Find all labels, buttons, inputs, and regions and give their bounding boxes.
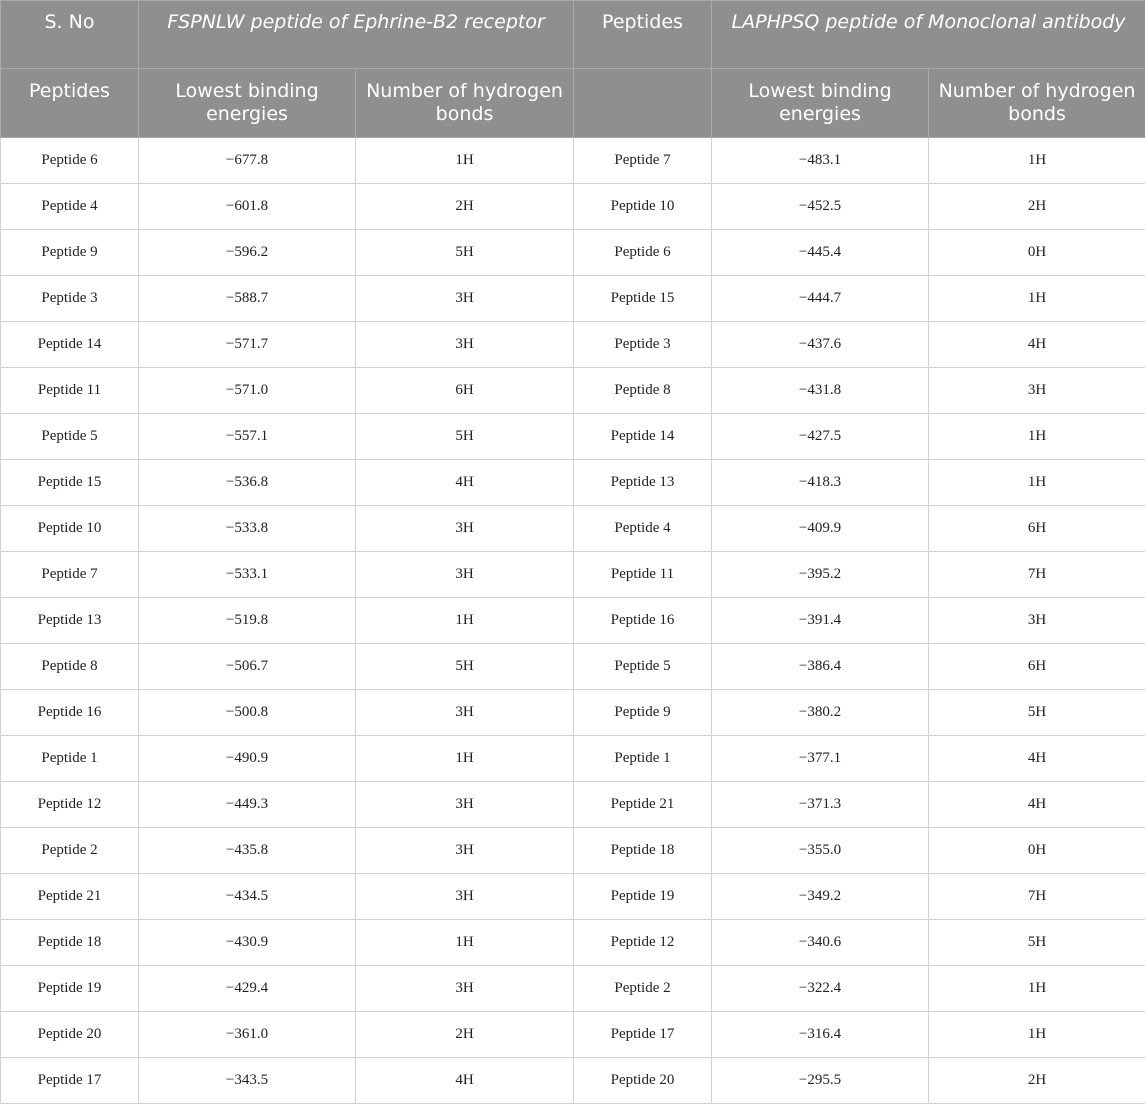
cell-peptide-right: Peptide 4 [574, 506, 712, 552]
cell-energy-left: −519.8 [139, 598, 356, 644]
cell-hbonds-right: 7H [929, 874, 1145, 920]
cell-energy-left: −434.5 [139, 874, 356, 920]
cell-hbonds-right: 5H [929, 690, 1145, 736]
cell-hbonds-left: 5H [356, 644, 574, 690]
cell-hbonds-left: 3H [356, 552, 574, 598]
table-row [1, 1012, 1145, 1058]
cell-energy-left: −343.5 [139, 1058, 356, 1104]
cell-energy-left: −490.9 [139, 736, 356, 782]
cell-peptide-left: Peptide 21 [1, 874, 139, 920]
cell-peptide-right: Peptide 7 [574, 138, 712, 184]
cell-hbonds-left: 2H [356, 184, 574, 230]
cell-hbonds-right: 1H [929, 966, 1145, 1012]
cell-energy-left: −571.0 [139, 368, 356, 414]
header-sub-energy-2: Lowest binding energies [712, 69, 929, 138]
cell-energy-left: −677.8 [139, 138, 356, 184]
cell-hbonds-right: 4H [929, 782, 1145, 828]
cell-energy-left: −429.4 [139, 966, 356, 1012]
header-sub-hbonds-2: Number of hydrogen bonds [929, 69, 1145, 138]
table-header [1, 1, 1145, 138]
cell-peptide-right: Peptide 21 [574, 782, 712, 828]
cell-peptide-right: Peptide 17 [574, 1012, 712, 1058]
header-sub-energy-1: Lowest binding energies [139, 69, 356, 138]
cell-peptide-left: Peptide 6 [1, 138, 139, 184]
cell-energy-left: −596.2 [139, 230, 356, 276]
cell-energy-left: −506.7 [139, 644, 356, 690]
cell-peptide-right: Peptide 5 [574, 644, 712, 690]
cell-peptide-left: Peptide 18 [1, 920, 139, 966]
cell-peptide-right: Peptide 6 [574, 230, 712, 276]
cell-energy-right: −349.2 [712, 874, 929, 920]
cell-peptide-left: Peptide 14 [1, 322, 139, 368]
cell-energy-right: −444.7 [712, 276, 929, 322]
cell-peptide-right: Peptide 18 [574, 828, 712, 874]
cell-hbonds-right: 2H [929, 184, 1145, 230]
cell-peptide-left: Peptide 16 [1, 690, 139, 736]
cell-energy-right: −431.8 [712, 368, 929, 414]
cell-energy-right: −355.0 [712, 828, 929, 874]
header-sub-hbonds-1: Number of hydrogen bonds [356, 69, 574, 138]
cell-hbonds-left: 3H [356, 276, 574, 322]
cell-hbonds-right: 0H [929, 828, 1145, 874]
header-peptides: Peptides [574, 1, 712, 69]
table-row [1, 184, 1145, 230]
cell-hbonds-right: 4H [929, 736, 1145, 782]
cell-peptide-left: Peptide 19 [1, 966, 139, 1012]
cell-hbonds-left: 4H [356, 1058, 574, 1104]
table-row [1, 460, 1145, 506]
cell-hbonds-right: 3H [929, 368, 1145, 414]
cell-peptide-right: Peptide 19 [574, 874, 712, 920]
cell-hbonds-left: 3H [356, 874, 574, 920]
cell-energy-right: −427.5 [712, 414, 929, 460]
table-row [1, 598, 1145, 644]
cell-hbonds-left: 6H [356, 368, 574, 414]
cell-hbonds-left: 1H [356, 736, 574, 782]
cell-hbonds-left: 3H [356, 966, 574, 1012]
cell-energy-right: −437.6 [712, 322, 929, 368]
header-sub-empty [574, 69, 712, 138]
cell-energy-left: −533.1 [139, 552, 356, 598]
cell-energy-right: −395.2 [712, 552, 929, 598]
table-row [1, 276, 1145, 322]
cell-energy-right: −386.4 [712, 644, 929, 690]
header-group-monoclonal: LAPHPSQ peptide of Monoclonal antibody [712, 1, 1145, 69]
cell-hbonds-left: 3H [356, 828, 574, 874]
cell-peptide-left: Peptide 7 [1, 552, 139, 598]
cell-energy-right: −340.6 [712, 920, 929, 966]
cell-peptide-right: Peptide 1 [574, 736, 712, 782]
cell-energy-right: −295.5 [712, 1058, 929, 1104]
cell-peptide-left: Peptide 20 [1, 1012, 139, 1058]
cell-peptide-right: Peptide 20 [574, 1058, 712, 1104]
cell-energy-right: −483.1 [712, 138, 929, 184]
cell-energy-right: −371.3 [712, 782, 929, 828]
cell-peptide-left: Peptide 12 [1, 782, 139, 828]
table-row [1, 920, 1145, 966]
cell-peptide-right: Peptide 16 [574, 598, 712, 644]
cell-peptide-left: Peptide 5 [1, 414, 139, 460]
cell-hbonds-left: 3H [356, 690, 574, 736]
cell-energy-left: −588.7 [139, 276, 356, 322]
cell-peptide-left: Peptide 1 [1, 736, 139, 782]
cell-peptide-left: Peptide 8 [1, 644, 139, 690]
cell-energy-left: −435.8 [139, 828, 356, 874]
cell-hbonds-left: 1H [356, 598, 574, 644]
header-group-ephrine: FSPNLW peptide of Ephrine-B2 receptor [139, 1, 574, 69]
cell-peptide-right: Peptide 11 [574, 552, 712, 598]
cell-hbonds-right: 7H [929, 552, 1145, 598]
cell-energy-left: −533.8 [139, 506, 356, 552]
table-body [1, 138, 1145, 1104]
cell-hbonds-right: 5H [929, 920, 1145, 966]
table-row [1, 644, 1145, 690]
table-row [1, 414, 1145, 460]
cell-energy-right: −418.3 [712, 460, 929, 506]
table-row [1, 368, 1145, 414]
cell-peptide-right: Peptide 2 [574, 966, 712, 1012]
cell-peptide-left: Peptide 11 [1, 368, 139, 414]
table-row [1, 828, 1145, 874]
table-row [1, 874, 1145, 920]
cell-hbonds-left: 3H [356, 322, 574, 368]
cell-hbonds-left: 1H [356, 920, 574, 966]
header-row-2 [1, 69, 1145, 138]
cell-hbonds-right: 4H [929, 322, 1145, 368]
cell-hbonds-right: 6H [929, 644, 1145, 690]
cell-hbonds-right: 1H [929, 138, 1145, 184]
cell-hbonds-left: 2H [356, 1012, 574, 1058]
table-row [1, 736, 1145, 782]
cell-energy-left: −449.3 [139, 782, 356, 828]
cell-hbonds-right: 0H [929, 230, 1145, 276]
table-row [1, 230, 1145, 276]
cell-peptide-right: Peptide 14 [574, 414, 712, 460]
cell-energy-left: −430.9 [139, 920, 356, 966]
table-row [1, 138, 1145, 184]
cell-peptide-right: Peptide 13 [574, 460, 712, 506]
cell-energy-right: −380.2 [712, 690, 929, 736]
header-row-1 [1, 1, 1145, 69]
cell-energy-left: −571.7 [139, 322, 356, 368]
cell-peptide-right: Peptide 10 [574, 184, 712, 230]
cell-energy-left: −536.8 [139, 460, 356, 506]
cell-peptide-left: Peptide 4 [1, 184, 139, 230]
cell-hbonds-left: 3H [356, 506, 574, 552]
cell-peptide-left: Peptide 10 [1, 506, 139, 552]
table-row [1, 966, 1145, 1012]
cell-energy-right: −452.5 [712, 184, 929, 230]
cell-peptide-right: Peptide 15 [574, 276, 712, 322]
table-row [1, 506, 1145, 552]
cell-hbonds-right: 3H [929, 598, 1145, 644]
cell-peptide-right: Peptide 9 [574, 690, 712, 736]
cell-hbonds-left: 1H [356, 138, 574, 184]
cell-energy-right: −316.4 [712, 1012, 929, 1058]
cell-peptide-left: Peptide 9 [1, 230, 139, 276]
table-row [1, 782, 1145, 828]
cell-hbonds-right: 1H [929, 276, 1145, 322]
cell-peptide-left: Peptide 2 [1, 828, 139, 874]
cell-peptide-left: Peptide 3 [1, 276, 139, 322]
cell-energy-right: −409.9 [712, 506, 929, 552]
cell-hbonds-left: 4H [356, 460, 574, 506]
cell-energy-right: −322.4 [712, 966, 929, 1012]
cell-hbonds-left: 3H [356, 782, 574, 828]
cell-hbonds-left: 5H [356, 414, 574, 460]
cell-peptide-left: Peptide 17 [1, 1058, 139, 1104]
cell-energy-right: −391.4 [712, 598, 929, 644]
cell-energy-left: −601.8 [139, 184, 356, 230]
header-sub-peptides: Peptides [1, 69, 139, 138]
cell-hbonds-right: 1H [929, 414, 1145, 460]
cell-hbonds-left: 5H [356, 230, 574, 276]
cell-energy-right: −445.4 [712, 230, 929, 276]
cell-peptide-right: Peptide 12 [574, 920, 712, 966]
cell-energy-left: −361.0 [139, 1012, 356, 1058]
cell-hbonds-right: 1H [929, 460, 1145, 506]
table-row [1, 322, 1145, 368]
cell-energy-left: −557.1 [139, 414, 356, 460]
cell-hbonds-right: 2H [929, 1058, 1145, 1104]
cell-peptide-left: Peptide 15 [1, 460, 139, 506]
cell-peptide-right: Peptide 3 [574, 322, 712, 368]
cell-peptide-left: Peptide 13 [1, 598, 139, 644]
cell-hbonds-right: 6H [929, 506, 1145, 552]
cell-energy-left: −500.8 [139, 690, 356, 736]
cell-peptide-right: Peptide 8 [574, 368, 712, 414]
header-sno: S. No [1, 1, 139, 69]
table-row [1, 690, 1145, 736]
table-row [1, 552, 1145, 598]
cell-hbonds-right: 1H [929, 1012, 1145, 1058]
cell-energy-right: −377.1 [712, 736, 929, 782]
